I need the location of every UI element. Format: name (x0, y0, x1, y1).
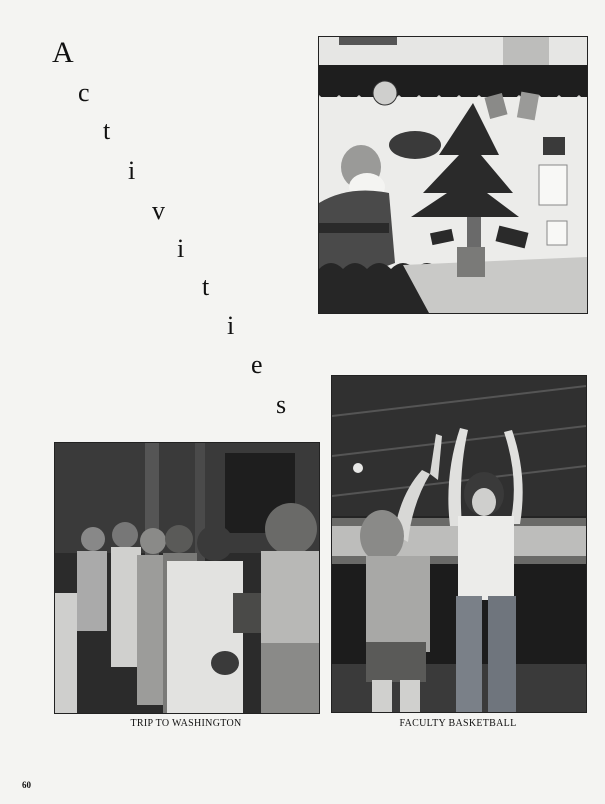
title-letter-6: i (177, 234, 185, 263)
bulletin-board-image (319, 37, 587, 313)
title-letter-10: s (276, 390, 287, 419)
washington-trip-image (55, 443, 319, 713)
title-letter-8: i (227, 311, 235, 340)
title-letter-5: v (152, 196, 165, 225)
title-letter-1: A (52, 36, 74, 69)
title-letter-9: e (251, 350, 263, 379)
faculty-basketball-photo (331, 375, 587, 713)
title-letter-4: i (128, 156, 136, 185)
faculty-basketball-image (332, 376, 586, 712)
title-letter-3: t (103, 116, 111, 145)
bulletin-board-photo (318, 36, 588, 314)
title-letter-2: c (78, 78, 90, 107)
faculty-basketball-caption: FACULTY BASKETBALL (399, 718, 517, 729)
washington-trip-photo (54, 442, 320, 714)
title-letter-7: t (202, 272, 210, 301)
page-number: 60 (22, 780, 31, 790)
washington-trip-caption: TRIP TO WASHINGTON (130, 718, 242, 729)
